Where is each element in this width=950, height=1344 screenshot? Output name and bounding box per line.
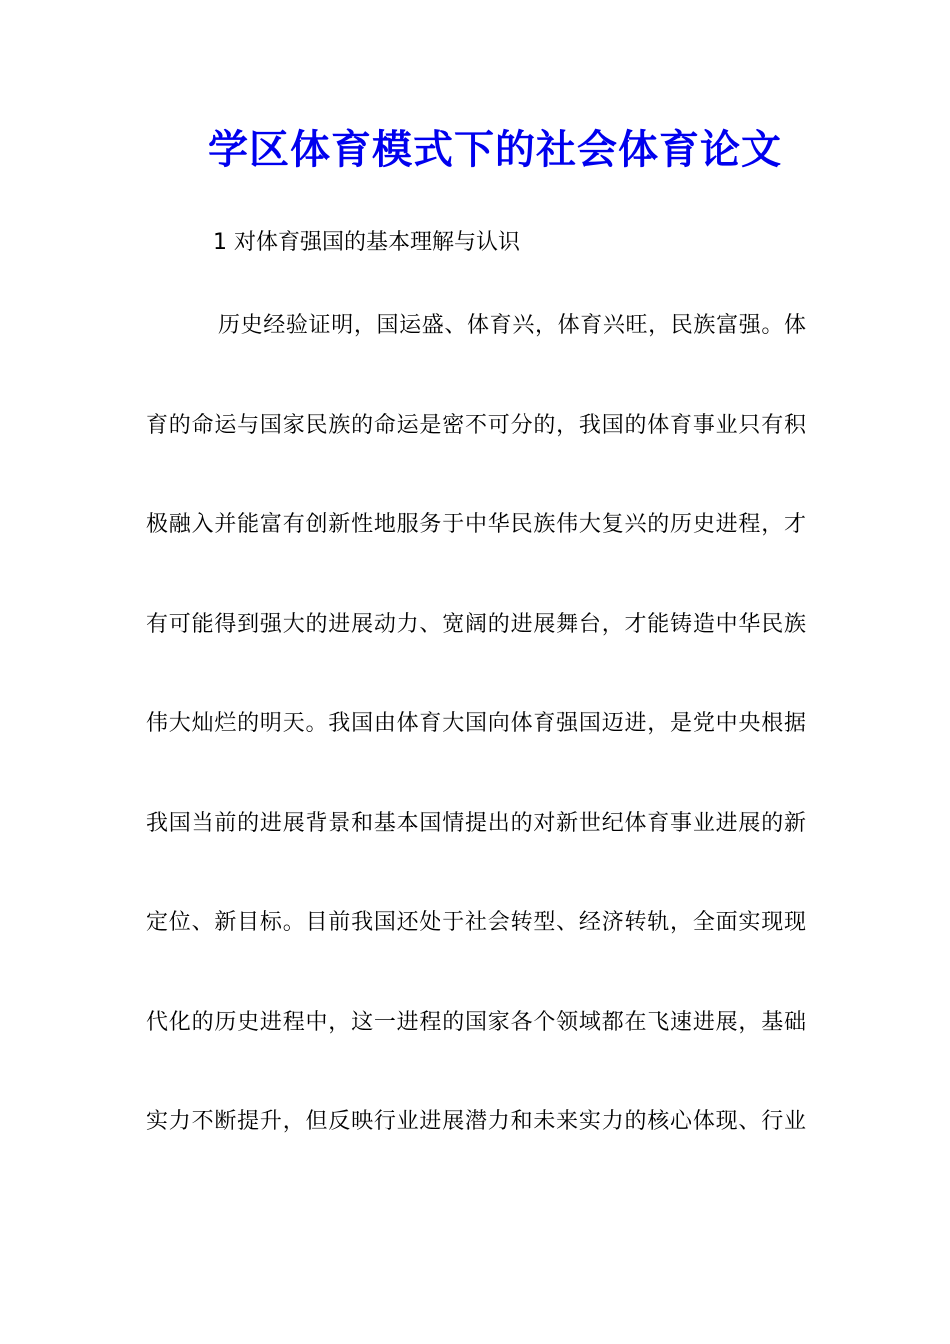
paragraph-line: 定位、新目标。目前我国还处于社会转型、经济转轨，全面实现现 <box>146 910 806 935</box>
paragraph-line: 历史经验证明，国运盛、体育兴，体育兴旺，民族富强。体 <box>218 313 806 338</box>
paragraph-line: 伟大灿烂的明天。我国由体育大国向体育强国迈进，是党中央根据 <box>146 711 806 736</box>
section-heading: 1 对体育强国的基本理解与认识 <box>213 230 520 255</box>
paragraph-line: 育的命运与国家民族的命运是密不可分的，我国的体育事业只有积 <box>146 412 806 438</box>
paragraph-line: 有可能得到强大的进展动力、宽阔的进展舞台，才能铸造中华民族 <box>146 611 806 637</box>
paragraph-line: 实力不断提升，但反映行业进展潜力和未来实力的核心体现、行业 <box>146 1109 806 1134</box>
body-paragraph <box>146 306 806 1202</box>
paragraph-line: 我国当前的进展背景和基本国情提出的对新世纪体育事业进展的新 <box>146 810 806 836</box>
document-title: 学区体育模式下的社会体育论文 <box>208 127 782 173</box>
paragraph-line: 代化的历史进程中，这一进程的国家各个领域都在飞速进展，基础 <box>146 1009 806 1035</box>
paragraph-line: 极融入并能富有创新性地服务于中华民族伟大复兴的历史进程，才 <box>146 512 806 537</box>
